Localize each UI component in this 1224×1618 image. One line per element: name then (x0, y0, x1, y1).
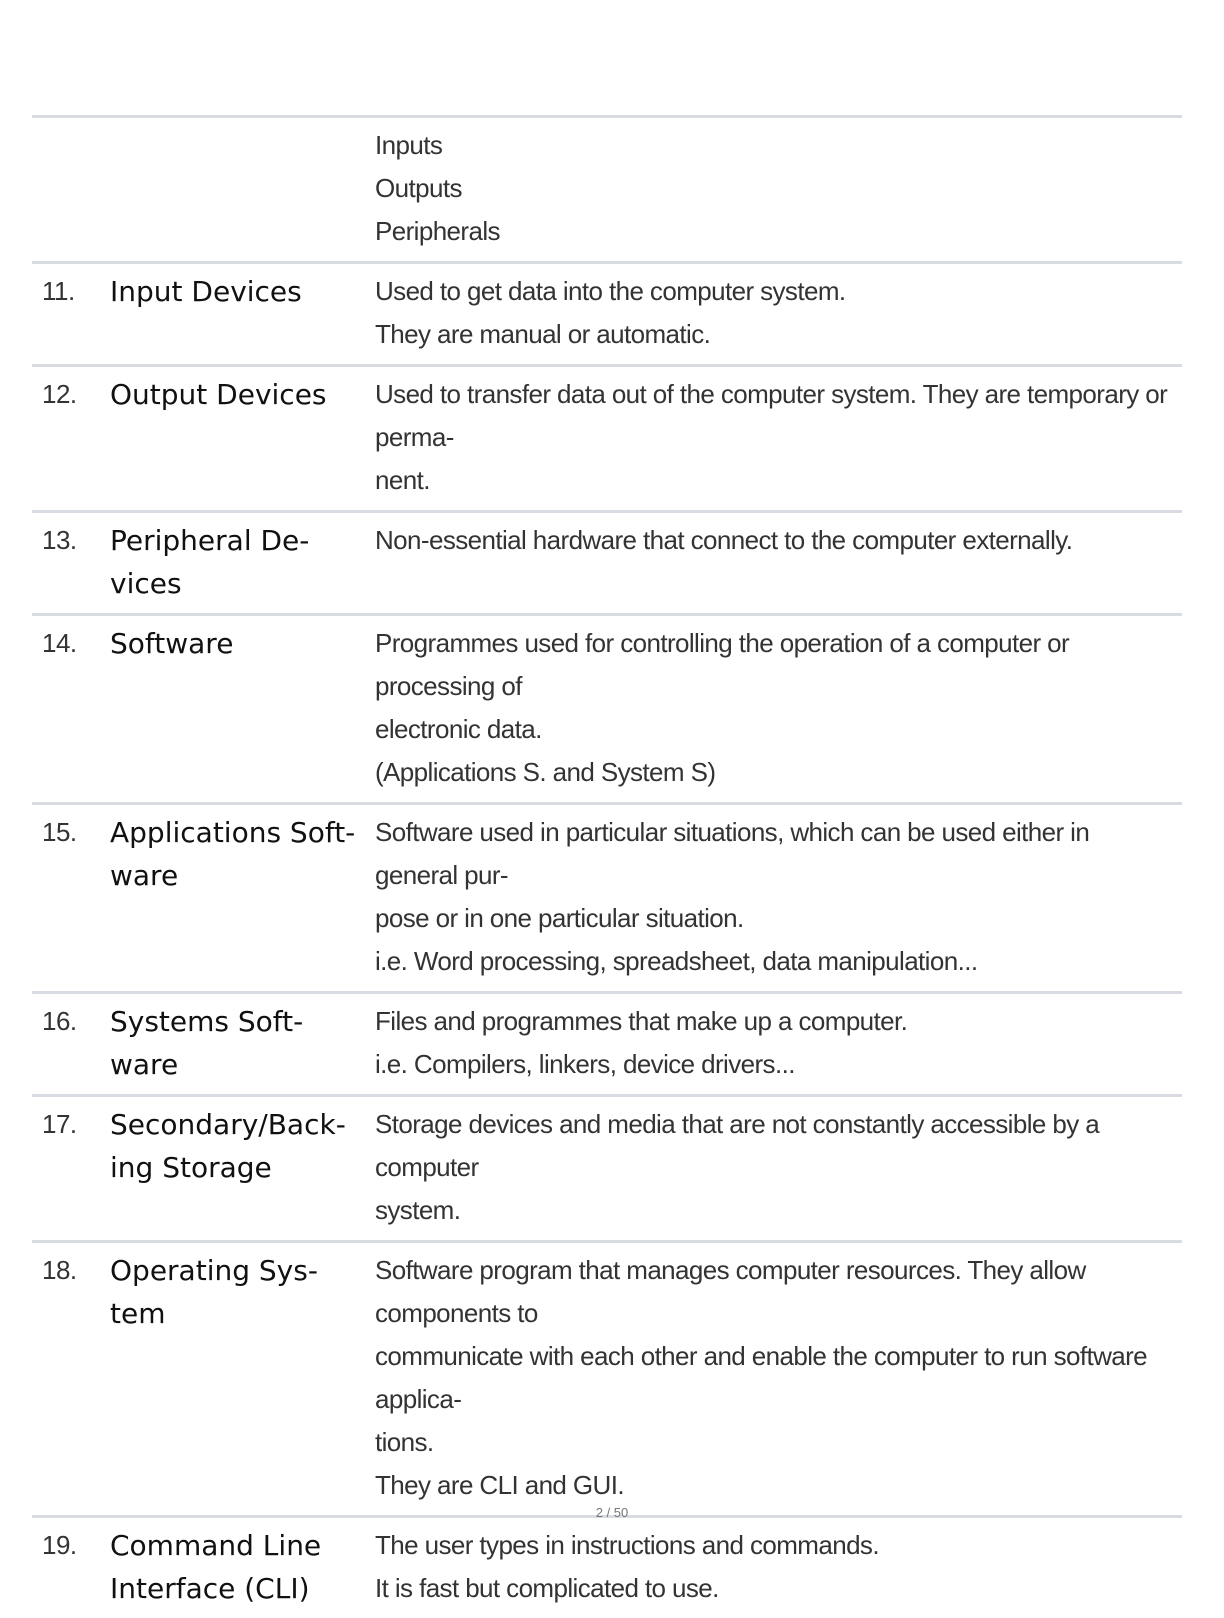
definition-line: i.e. Compilers, linkers, device drivers... (375, 1049, 795, 1079)
glossary-row (32, 613, 1182, 802)
entry-definition (375, 1103, 1182, 1232)
entry-definition (375, 1524, 1182, 1610)
glossary-row (32, 364, 1182, 510)
definition-line: nent. (375, 465, 430, 495)
definition-line: Used to transfer data out of the computer system. They are temporary or perma- (375, 379, 1168, 452)
entry-definition (375, 811, 1182, 983)
definition-line: Programmes used for controlling the operation of a computer or processing of (375, 628, 1070, 701)
definition-line: communicate with each other and enable the computer to run software applica- (375, 1341, 1148, 1414)
page-number: 2 / 50 (595, 1505, 629, 1520)
definition-line: Software used in particular situations, which can be used either in general pur- (375, 817, 1090, 890)
glossary-row (32, 115, 1182, 261)
definition-line: Inputs (375, 130, 443, 160)
definition-line: i.e. Word processing, spreadsheet, data manipulation... (375, 946, 978, 976)
entry-number: 13. (42, 525, 77, 555)
glossary-row (32, 802, 1182, 991)
entry-term: Command Line Interface (CLI) (110, 1529, 322, 1605)
entry-number: 14. (42, 628, 77, 658)
entry-definition (375, 519, 1182, 605)
entry-number (32, 124, 110, 253)
glossary-row (32, 261, 1182, 364)
entry-number: 18. (42, 1255, 77, 1285)
entry-term: Systems Soft- ware (110, 1005, 304, 1081)
definition-line: The user types in instructions and commands. (375, 1530, 879, 1560)
glossary-row (32, 1094, 1182, 1240)
entry-definition (375, 124, 1182, 253)
entry-definition (375, 1249, 1182, 1507)
definition-line: Software program that manages computer resources. They allow components to (375, 1255, 1086, 1328)
entry-term (110, 124, 375, 253)
entry-term: Applications Soft- ware (110, 816, 356, 892)
definition-line: Non-essential hardware that connect to the computer externally. (375, 525, 1073, 555)
entry-term: Secondary/Back- ing Storage (110, 1108, 346, 1184)
definition-line: (Applications S. and System S) (375, 757, 716, 787)
definition-line: electronic data. (375, 714, 542, 744)
definition-line: Outputs (375, 173, 462, 203)
entry-number: 16. (42, 1006, 77, 1036)
definition-line: Used to get data into the computer system. (375, 276, 846, 306)
entry-definition (375, 1000, 1182, 1086)
definition-line: Storage devices and media that are not constantly accessible by a computer (375, 1109, 1100, 1182)
entry-term: Input Devices (110, 275, 302, 308)
entry-term: Software (110, 627, 234, 660)
definition-line: tions. (375, 1427, 434, 1457)
entry-number: 11. (42, 276, 75, 306)
glossary-table (32, 115, 1182, 1618)
glossary-row (32, 991, 1182, 1094)
glossary-row (32, 1240, 1182, 1515)
definition-line: system. (375, 1195, 461, 1225)
definition-line: They are CLI and GUI. (375, 1470, 624, 1500)
definition-line: It is fast but complicated to use. (375, 1573, 719, 1603)
entry-number: 17. (42, 1109, 77, 1139)
entry-number: 19. (42, 1530, 77, 1560)
definition-line: They are manual or automatic. (375, 319, 711, 349)
definition-line: pose or in one particular situation. (375, 903, 744, 933)
entry-definition (375, 622, 1182, 794)
entry-term: Operating Sys- tem (110, 1254, 318, 1330)
entry-term: Output Devices (110, 378, 327, 411)
definition-line: Peripherals (375, 216, 500, 246)
entry-term: Peripheral De- vices (110, 524, 310, 600)
entry-definition (375, 373, 1182, 502)
entry-number: 12. (42, 379, 77, 409)
glossary-row (32, 510, 1182, 613)
entry-number: 15. (42, 817, 77, 847)
glossary-row (32, 1515, 1182, 1618)
entry-definition (375, 270, 1182, 356)
definition-line: Files and programmes that make up a computer. (375, 1006, 908, 1036)
